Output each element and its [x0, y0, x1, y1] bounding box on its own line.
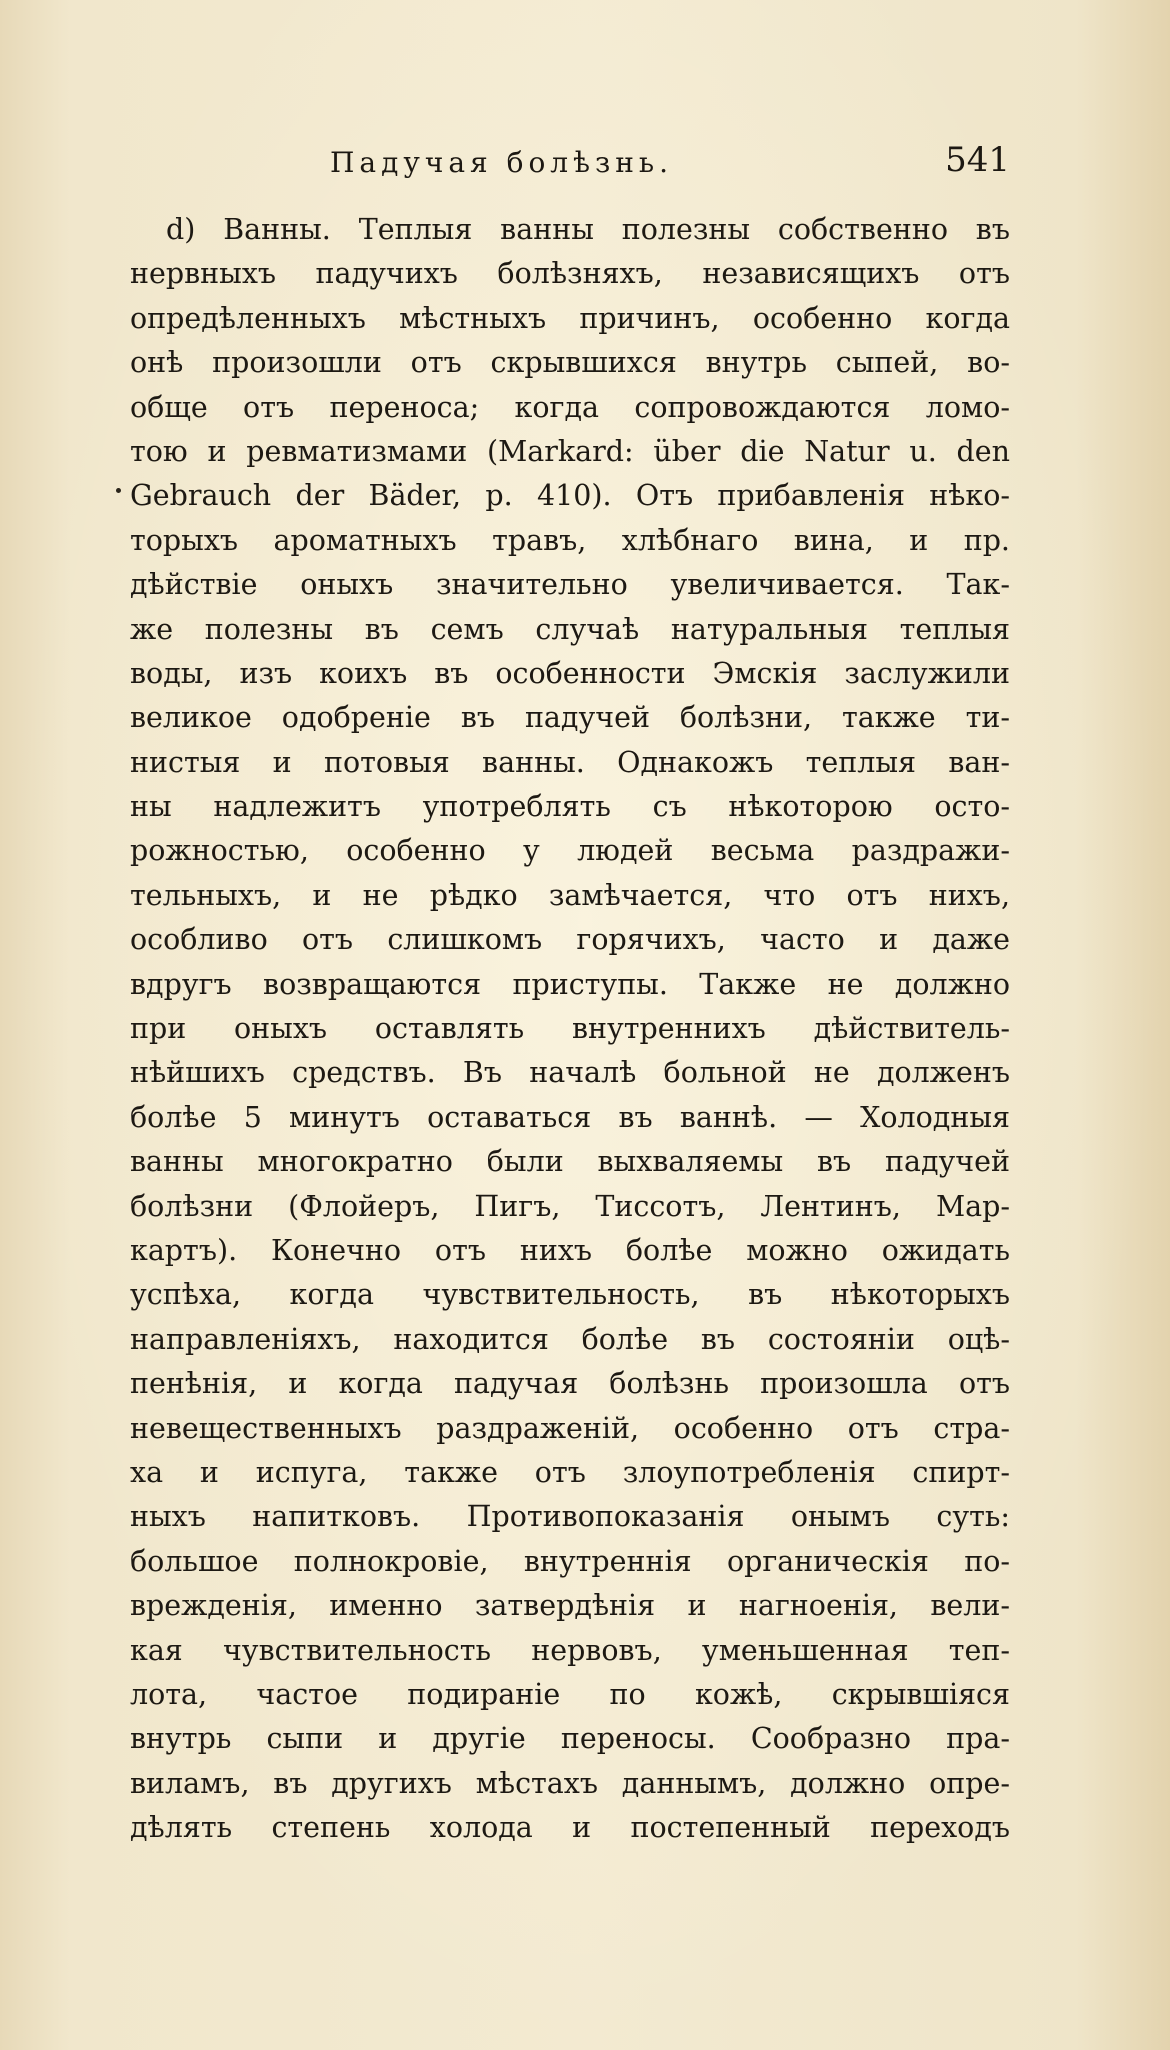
text-line: же полезны въ семъ случаѣ натуральныя теплыя: [130, 612, 1010, 646]
text-line: нервныхъ падучихъ болѣзняхъ, независящихъ отъ: [130, 257, 1010, 291]
margin-dot-mark: [116, 488, 121, 493]
text-line: виламъ, въ другихъ мѣстахъ даннымъ, должно опре-: [130, 1766, 1010, 1800]
text-line: лота, частое подираніе по кожѣ, скрывшіяся: [130, 1677, 1010, 1711]
text-line: невещественныхъ раздраженій, особенно отъ стра-: [130, 1411, 1010, 1445]
text-line: d) Ванны. Теплыя ванны полезны собственно въ: [166, 213, 1010, 246]
text-line: внутрь сыпи и другіе переносы. Сообразно пра-: [130, 1722, 1010, 1756]
text-line: дѣлять степень холода и постепенный переходъ: [130, 1811, 1010, 1845]
page-header: [130, 140, 1010, 190]
running-title: Падучая болѣзнь.: [330, 146, 674, 179]
text-line: ха и испуга, также отъ злоупотребленія спирт-: [130, 1455, 1010, 1489]
text-line: рожностью, особенно у людей весьма раздражи-: [130, 834, 1010, 868]
text-line: успѣха, когда чувствительность, въ нѣкоторыхъ: [130, 1278, 1010, 1312]
text-line: большое полнокровіе, внутреннія органическія по-: [130, 1544, 1010, 1578]
text-line: болѣе 5 минутъ оставаться въ ваннѣ. — Холодныя: [130, 1100, 1010, 1134]
text-line: особливо отъ слишкомъ горячихъ, часто и даже: [130, 923, 1010, 957]
text-line: нистыя и потовыя ванны. Однакожъ теплыя ван-: [130, 745, 1010, 779]
text-line: при оныхъ оставлять внутреннихъ дѣйствитель-: [130, 1012, 1010, 1046]
text-line: ны надлежитъ употреблять съ нѣкоторою осто-: [130, 790, 1010, 824]
text-line: великое одобреніе въ падучей болѣзни, также ти-: [130, 701, 1010, 735]
text-line: ныхъ напитковъ. Противопоказанія онымъ суть:: [130, 1500, 1010, 1534]
text-line: тою и ревматизмами (Markard: über die Natur u. den: [130, 434, 1010, 468]
text-line: кая чувствительность нервовъ, уменьшенная теп-: [130, 1633, 1010, 1667]
text-line: торыхъ ароматныхъ травъ, хлѣбнаго вина, и пр.: [130, 523, 1010, 557]
text-line: направленіяхъ, находится болѣе въ состояніи оцѣ-: [130, 1322, 1010, 1356]
text-line: онѣ произошли отъ скрывшихся внутрь сыпей, во-: [130, 346, 1010, 380]
text-line: картъ). Конечно отъ нихъ болѣе можно ожидать: [130, 1233, 1010, 1267]
text-line: обще отъ переноса; когда сопровождаются ломо-: [130, 390, 1010, 424]
text-line: воды, изъ коихъ въ особенности Эмскія заслужили: [130, 656, 1010, 690]
text-line: болѣзни (Флойеръ, Пигъ, Тиссотъ, Лентинъ, Мар-: [130, 1189, 1010, 1223]
text-line: нѣйшихъ средствъ. Въ началѣ больной не долженъ: [130, 1056, 1010, 1090]
text-line: Gebrauch der Bäder, p. 410). Отъ прибавленія нѣко-: [130, 479, 1010, 513]
text-line: вдругъ возвращаются приступы. Также не должно: [130, 967, 1010, 1001]
text-line: пенѣнія, и когда падучая болѣзнь произошла отъ: [130, 1367, 1010, 1401]
text-line: опредѣленныхъ мѣстныхъ причинъ, особенно когда: [130, 301, 1010, 335]
text-line: ванны многократно были выхваляемы въ падучей: [130, 1145, 1010, 1179]
body-text: [130, 208, 1010, 1850]
text-line: тельныхъ, и не рѣдко замѣчается, что отъ нихъ,: [130, 878, 1010, 912]
text-line: дѣйствіе оныхъ значительно увеличивается. Так-: [130, 568, 1010, 602]
text-line: врежденія, именно затвердѣнія и нагноенія, вели-: [130, 1589, 1010, 1623]
page-number: 541: [945, 140, 1010, 180]
